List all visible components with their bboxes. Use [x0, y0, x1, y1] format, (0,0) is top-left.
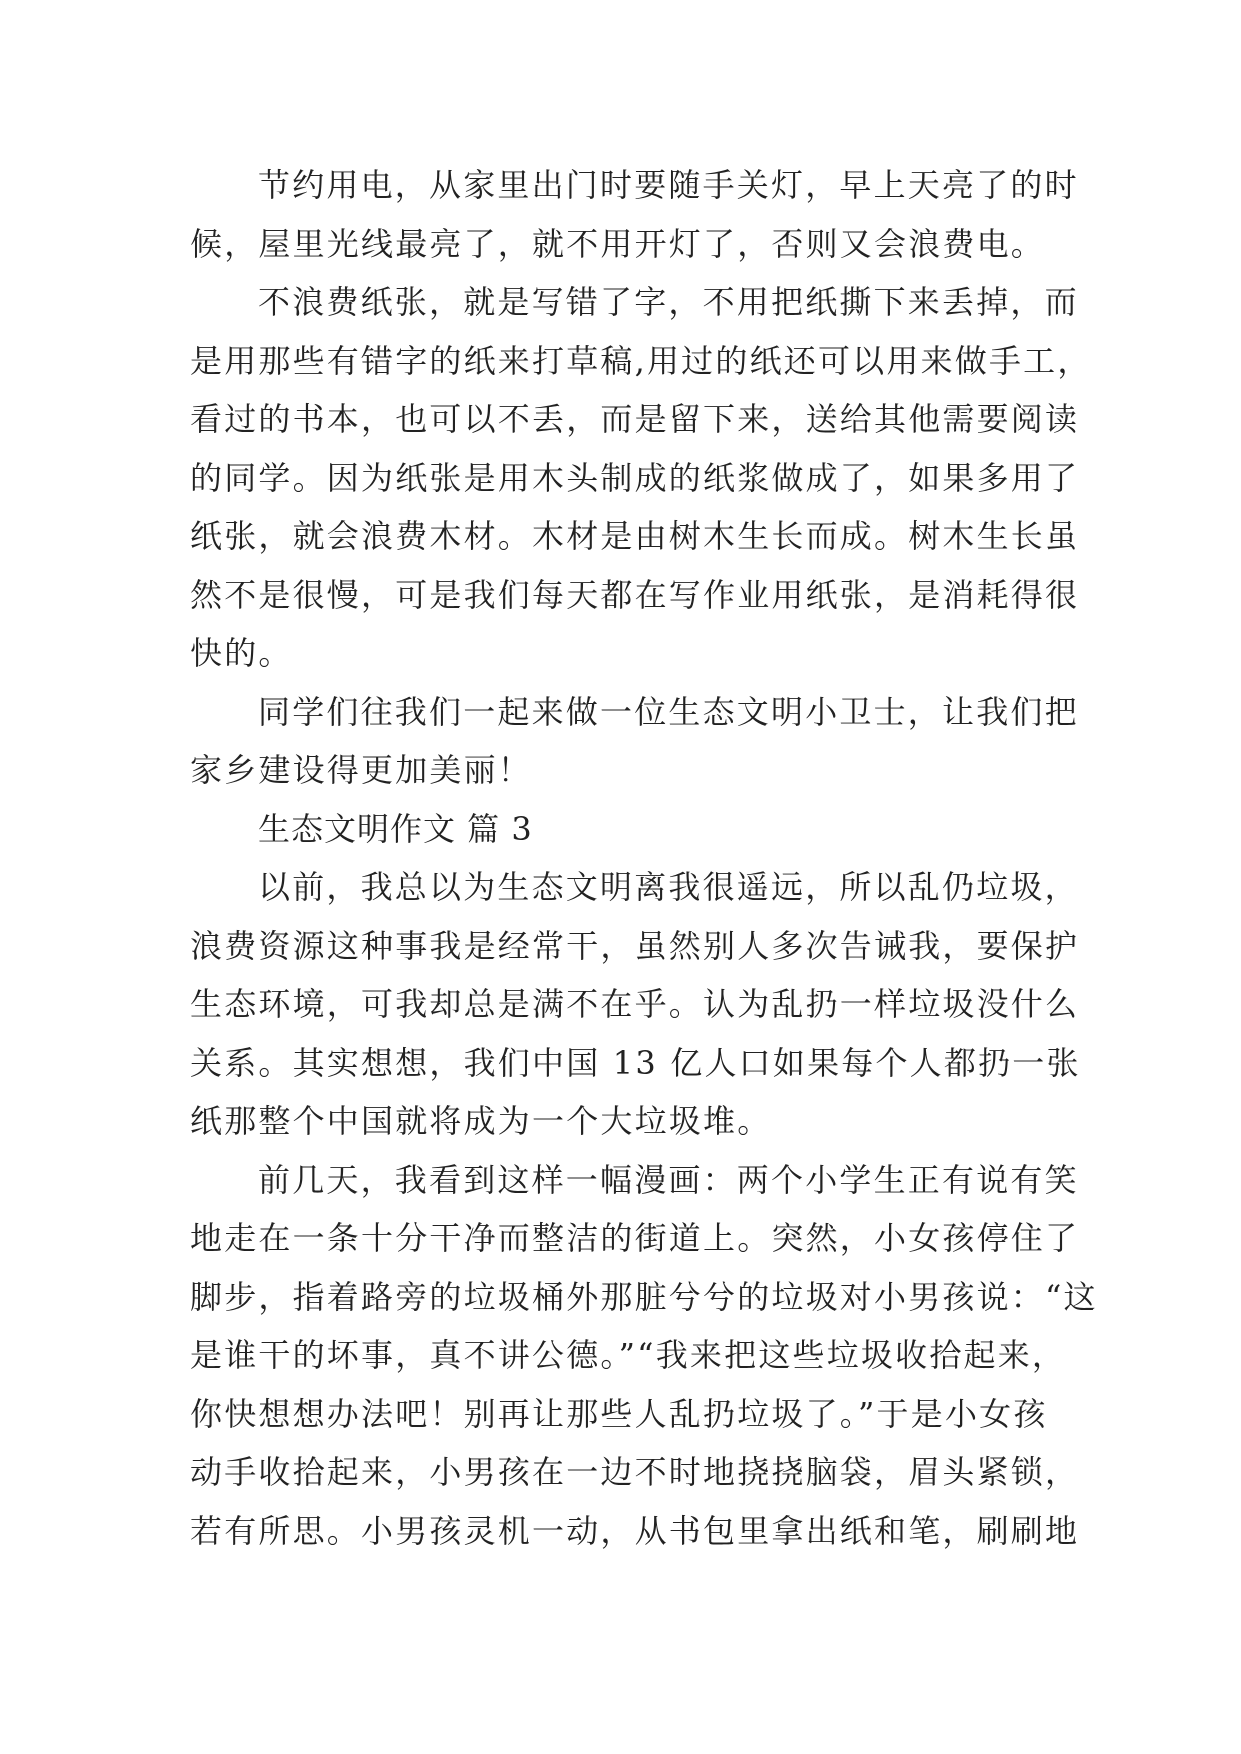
section-heading: 生态文明作文 篇 3: [258, 809, 533, 848]
text-line: 生态环境，可我却总是满不在乎。认为乱扔一样垃圾没什么: [190, 985, 1080, 1023]
text-line: 你快想想办法吧！别再让那些人乱扔垃圾了。”于是小女孩: [190, 1394, 1048, 1433]
text-line: 然不是很慢，可是我们每天都在写作业用纸张，是消耗得很: [190, 575, 1080, 614]
text-line: 关系。其实想想，我们中国 13 亿人口如果每个人都扔一张: [190, 1043, 1081, 1082]
text-line: 是谁干的坏事，真不讲公德。”“我来把这些垃圾收拾起来，: [190, 1336, 1067, 1374]
text-line: 纸张，就会浪费木材。木材是由树木生长而成。树木生长虽: [190, 517, 1080, 555]
text-line: 前几天，我看到这样一幅漫画：两个小学生正有说有笑: [258, 1160, 1079, 1199]
body-text: [190, 156, 1098, 1560]
text-line: 脚步，指着路旁的垃圾桶外那脏兮兮的垃圾对小男孩说：“这: [190, 1277, 1098, 1316]
text-line: 节约用电，从家里出门时要随手关灯，早上天亮了的时: [258, 166, 1079, 204]
text-line: 同学们往我们一起来做一位生态文明小卫士，让我们把: [258, 692, 1079, 731]
text-line: 动手收拾起来，小男孩在一边不时地挠挠脑袋，眉头紧锁，: [190, 1453, 1080, 1491]
text-line: 看过的书本，也可以不丢，而是留下来，送给其他需要阅读: [190, 400, 1080, 438]
text-line: 快的。: [190, 634, 293, 672]
text-line: 浪费资源这种事我是经常干，虽然别人多次告诫我，要保护: [190, 926, 1080, 965]
text-line: 若有所思。小男孩灵机一动，从书包里拿出纸和笔，刷刷地: [190, 1511, 1080, 1550]
text-line: 纸那整个中国就将成为一个大垃圾堆。: [190, 1102, 772, 1140]
text-line: 不浪费纸张，就是写错了字，不用把纸撕下来丢掉，而: [258, 283, 1079, 321]
text-line: 的同学。因为纸张是用木头制成的纸浆做成了，如果多用了: [190, 458, 1080, 497]
text-line: 家乡建设得更加美丽！: [190, 751, 533, 789]
text-line: 地走在一条十分干净而整洁的街道上。突然，小女孩停住了: [190, 1219, 1080, 1257]
text-line: 以前，我总以为生态文明离我很遥远，所以乱仍垃圾，: [258, 868, 1079, 906]
text-line: 候，屋里光线最亮了，就不用开灯了，否则又会浪费电。: [190, 224, 1046, 263]
text-line: 是用那些有错字的纸来打草稿,用过的纸还可以用来做手工，: [190, 341, 1092, 380]
